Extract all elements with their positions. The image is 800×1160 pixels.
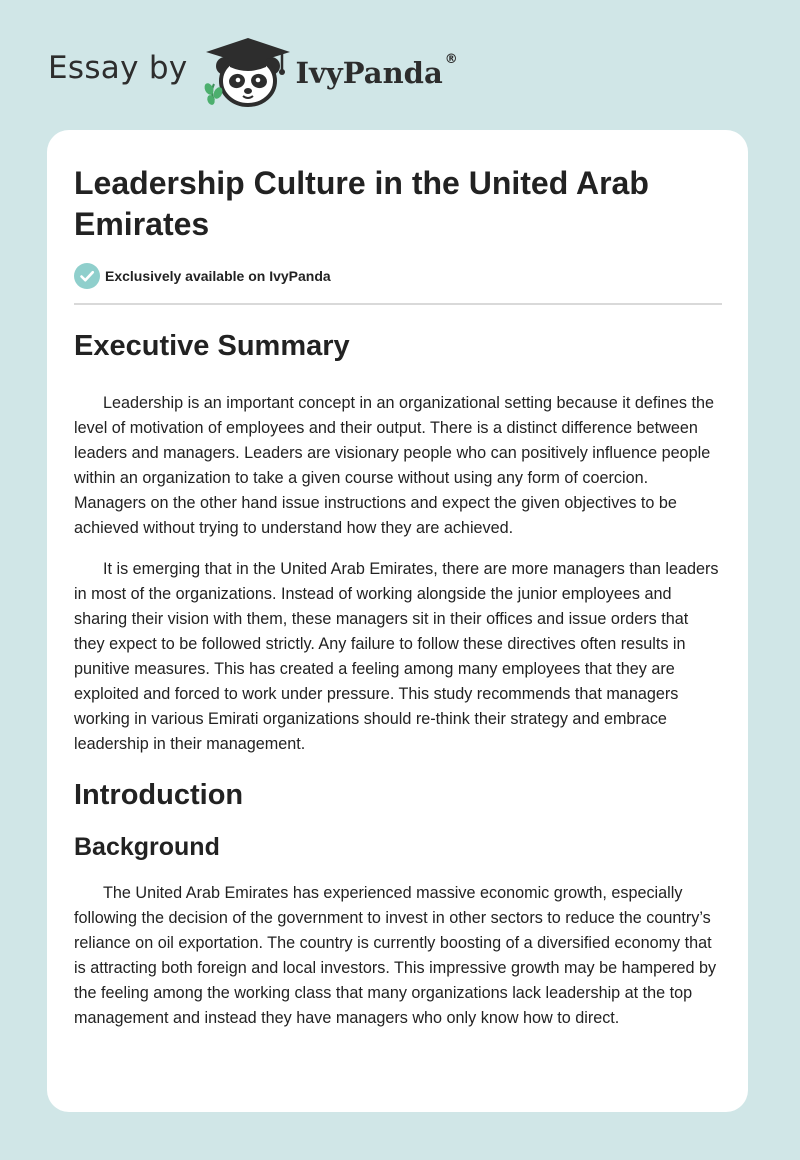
check-icon — [74, 263, 100, 289]
paragraph: Leadership is an important concept in an organizational setting because it defines the level of motivation of employees and their output. There is a distinct difference between leaders and managers. Leaders are visionary people who can positively influence people within an organization to take a given course without using any form of coercion. Managers on the other hand issue instructions and expect the given objectives to be achieved without trying to understand how they are achieved. — [74, 394, 715, 537]
executive-summary-heading: Executive Summary — [74, 330, 350, 362]
executive-summary-section — [74, 328, 722, 757]
paragraph: The United Arab Emirates has experienced massive economic growth, especially following the decision of the government to invest in other sectors to reduce the country’s reliance on oil exportation. The country is currently boosting of a diversified economy that is attracting both foreign and local investors. This impressive growth may be hampered by the feeling among the working class that many organizations lack leadership at the top management and instead they have managers who only know how to direct. — [74, 884, 717, 1027]
paragraph: It is emerging that in the United Arab Emirates, there are more managers than leaders in most of the organizations. Instead of working alongside the junior employees and sharing their vision with them, these managers sit in their offices and issue orders that they expect to be followed strictly. Any failure to follow these directives often results in punitive measures. This has created a feeling among many employees that they are exploited and forced to work under pressure. This study recommends that managers working in various Emirati organizations should re-think their strategy and embrace leadership in their management. — [74, 560, 719, 753]
brand-prefix: Essay by — [48, 50, 188, 86]
divider — [74, 303, 722, 305]
exclusive-badge — [74, 263, 722, 289]
page-title: Leadership Culture in the United Arab Emirates — [74, 165, 649, 242]
panda-logo-icon[interactable] — [202, 34, 294, 108]
introduction-section — [74, 777, 722, 1031]
site-header — [48, 34, 458, 108]
exclusive-label: Exclusively available on IvyPanda — [105, 268, 331, 284]
introduction-heading: Introduction — [74, 779, 244, 811]
registered-mark: ® — [444, 51, 458, 67]
article-card — [47, 130, 748, 1112]
brand-name[interactable]: IvyPanda — [295, 56, 443, 90]
background-subheading: Background — [74, 833, 220, 861]
